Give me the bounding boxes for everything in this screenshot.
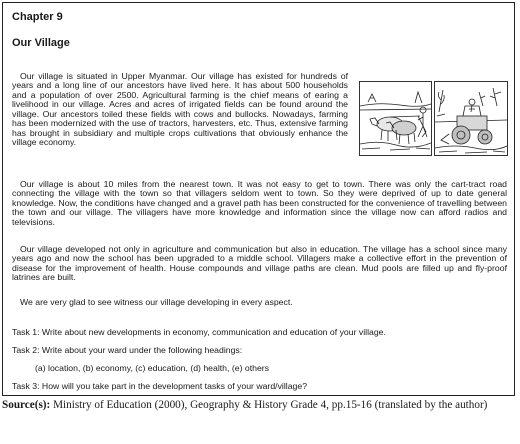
source-citation (2, 398, 514, 413)
page-title: Our Village (12, 37, 70, 49)
task-2-headings: (a) location, (b) economy, (c) education, (d) health, (e) others (35, 363, 270, 373)
paragraph-3: Our village developed not only in agriculture and communication but also in education. The village has a school since many years ago and now the school has been upgraded to a middle school. Villagers make a collective effort in the prevention of disease for the improvement of health. House compounds and village paths are clean. Mud pools are filled up and fly-proof latrines are built. (12, 244, 507, 283)
source-label: Source(s): (2, 399, 51, 411)
task-3: Task 3: How will you take part in the development tasks of your ward/village? (12, 381, 308, 391)
tractor-illustration (434, 81, 508, 156)
paragraph-1: Our village is situated in Upper Myanmar. Our village has existed for hundreds of years and a long line of our ancestors have lived here. It has about 500 households and a population of over 2500. Agricultural farming is the chief means of earing a livelihood in our village. Acres and acres of irrigated fields can be found around the village. Our ancestors toiled these fields with cows and bullocks. Nowadays, farming has been modernized with the use of tractors, harvesters, etc. Thus, extensive farming has brought in subsidiary and multiple crops cultivations that obviously enhance the village economy. (12, 71, 348, 148)
source-text: Ministry of Education (2000), Geography & History Grade 4, pp.15-16 (translated by the author) (50, 399, 488, 411)
textbook-page (2, 2, 515, 396)
task-2: Task 2: Write about your ward under the following headings: (12, 345, 243, 355)
paragraph-2: Our village is about 10 miles from the nearest town. It was not easy to get to town. There was only the cart-tract road connecting the village with the town so that villagers seldom went to town. So they were deprived of up to date general knowledge. Now, the conditions have changed and a gravel path has been constructed for the convenience of travelling between the town and our village. The villagers have more knowledge and information since the village now can afford radios and televisions. (12, 179, 507, 227)
paragraph-4: We are very glad to see witness our village developing in every aspect. (20, 297, 293, 307)
task-1: Task 1: Write about new developments in economy, communication and education of your village. (12, 327, 386, 337)
chapter-heading: Chapter 9 (12, 11, 63, 23)
bullock-ploughing-illustration (359, 81, 432, 156)
